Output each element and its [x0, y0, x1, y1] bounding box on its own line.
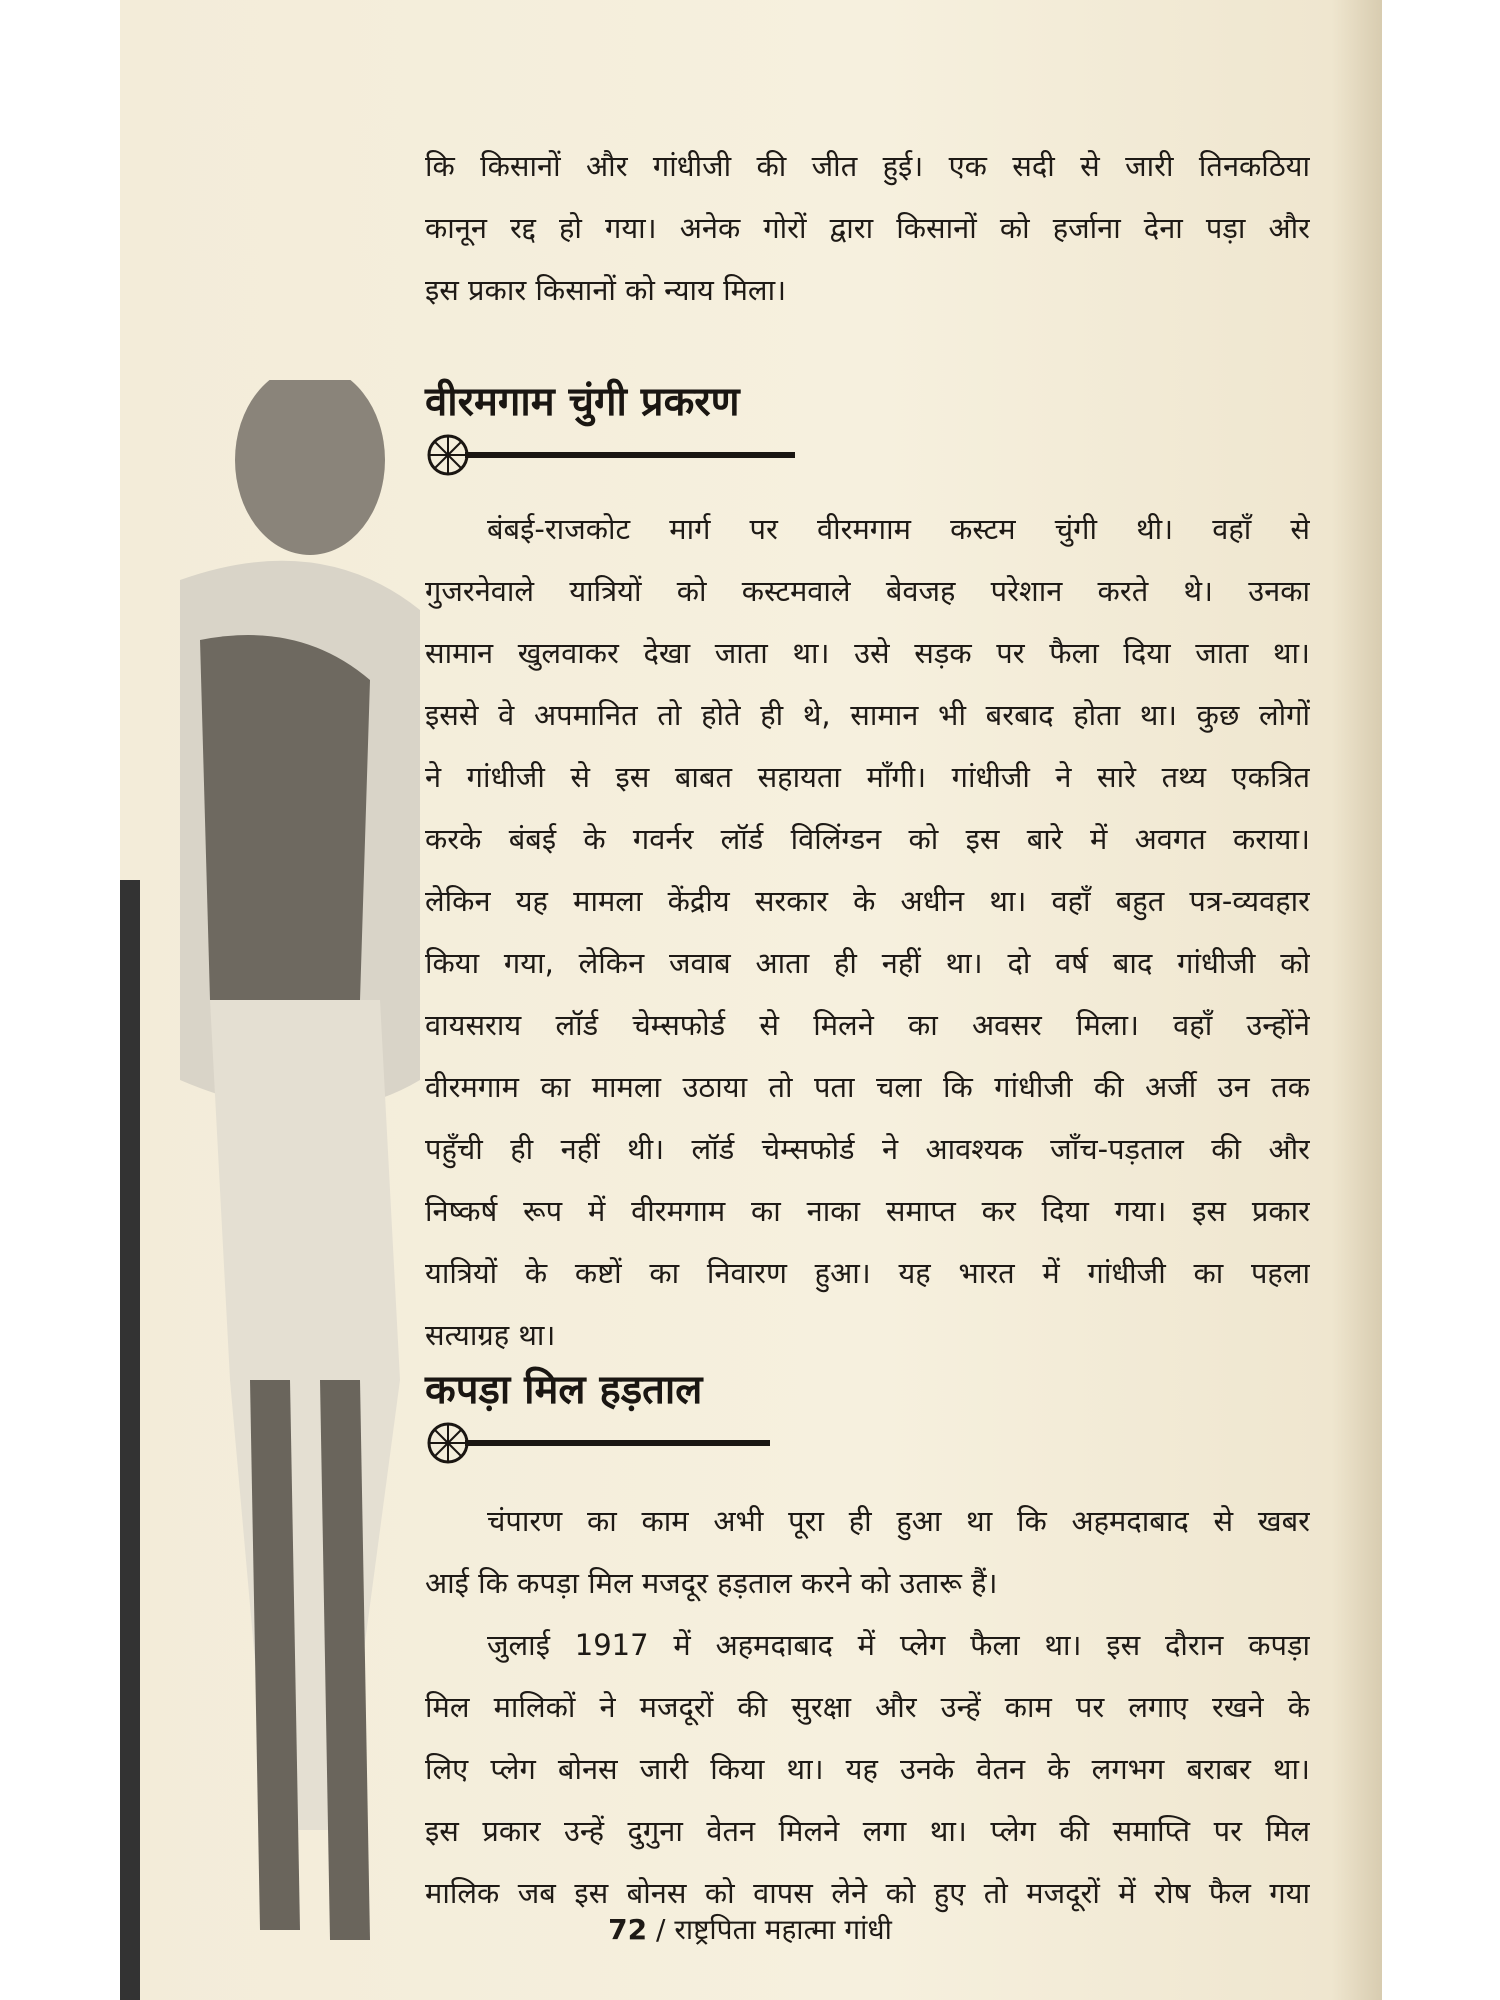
text-line: मालिक जब इस बोनस को वापस लेने को हुए तो मजदूरों में रोष फैल गया — [425, 1876, 1310, 1910]
section-heading-textile-strike: कपड़ा मिल हड़ताल — [425, 1367, 703, 1413]
text-line: पहुँची ही नहीं थी। लॉर्ड चेम्सफोर्ड ने आवश्यक जाँच-पड़ताल की और — [425, 1132, 1310, 1166]
intro-paragraph — [425, 135, 1310, 321]
text-line: इससे वे अपमानित तो होते ही थे, सामान भी बरबाद होता था। कुछ लोगों — [425, 698, 1310, 732]
text-line: वायसराय लॉर्ड चेम्सफोर्ड से मिलने का अवसर मिला। वहाँ उन्होंने — [425, 1008, 1310, 1042]
text-line: गुजरनेवाले यात्रियों को कस्टमवाले बेवजह परेशान करते थे। उनका — [425, 574, 1310, 608]
text-line: कि किसानों और गांधीजी की जीत हुई। एक सदी से जारी तिनकठिया — [425, 149, 1310, 183]
page-number: 72 — [608, 1913, 648, 1946]
text-line: सत्याग्रह था। — [425, 1318, 556, 1352]
book-title: राष्ट्रपिता महात्मा गांधी — [674, 1913, 892, 1946]
text-line: इस प्रकार उन्हें दुगुना वेतन मिलने लगा था। प्लेग की समाप्ति पर मिल — [425, 1814, 1310, 1848]
text-line: जुलाई 1917 में अहमदाबाद में प्लेग फैला था। इस दौरान कपड़ा — [487, 1628, 1310, 1662]
text-line: लिए प्लेग बोनस जारी किया था। यह उनके वेतन के लगभग बराबर था। — [425, 1752, 1310, 1786]
text-line: आई कि कपड़ा मिल मजदूर हड़ताल करने को उतारू हैं। — [425, 1566, 998, 1600]
text-line: इस प्रकार किसानों को न्याय मिला। — [425, 273, 787, 307]
text-line: ने गांधीजी से इस बाबत सहायता माँगी। गांधीजी ने सारे तथ्य एकत्रित — [425, 760, 1310, 794]
section2-paragraph — [425, 1490, 1310, 1924]
text-line: कानून रद्द हो गया। अनेक गोरों द्वारा किसानों को हर्जाना देना पड़ा और — [425, 211, 1310, 245]
footer-separator: / — [656, 1913, 666, 1946]
gandhi-photo — [120, 380, 420, 2000]
page-footer — [0, 1910, 1500, 1948]
text-line: बंबई-राजकोट मार्ग पर वीरमगाम कस्टम चुंगी थी। वहाँ से — [487, 512, 1310, 546]
chakra-divider — [425, 432, 795, 478]
text-line: सामान खुलवाकर देखा जाता था। उसे सड़क पर फैला दिया जाता था। — [425, 636, 1310, 670]
section1-paragraph — [425, 498, 1310, 1366]
chakra-divider — [425, 1420, 770, 1466]
section-heading-viramgam: वीरमगाम चुंगी प्रकरण — [425, 379, 740, 425]
text-line: चंपारण का काम अभी पूरा ही हुआ था कि अहमदाबाद से खबर — [487, 1504, 1310, 1538]
text-line: करके बंबई के गवर्नर लॉर्ड विलिंग्डन को इस बारे में अवगत कराया। — [425, 822, 1310, 856]
text-line: निष्कर्ष रूप में वीरमगाम का नाका समाप्त कर दिया गया। इस प्रकार — [425, 1194, 1310, 1228]
text-line: मिल मालिकों ने मजदूरों की सुरक्षा और उन्हें काम पर लगाए रखने के — [425, 1690, 1310, 1724]
text-line: किया गया, लेकिन जवाब आता ही नहीं था। दो वर्ष बाद गांधीजी को — [425, 946, 1310, 980]
text-line: वीरमगाम का मामला उठाया तो पता चला कि गांधीजी की अर्जी उन तक — [425, 1070, 1310, 1104]
text-line: यात्रियों के कष्टों का निवारण हुआ। यह भारत में गांधीजी का पहला — [425, 1256, 1310, 1290]
text-line: लेकिन यह मामला केंद्रीय सरकार के अधीन था। वहाँ बहुत पत्र-व्यवहार — [425, 884, 1310, 918]
